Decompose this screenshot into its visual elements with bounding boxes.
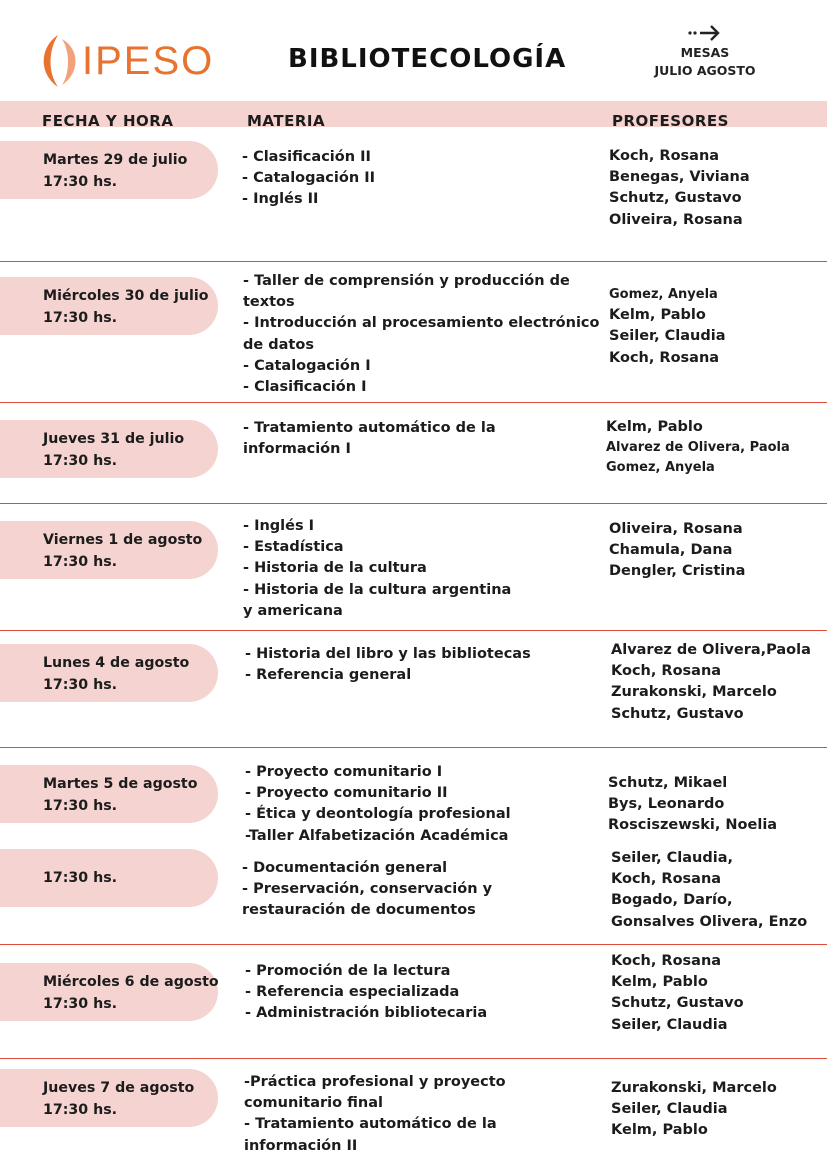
date-pill bbox=[0, 849, 218, 907]
subject-item: -Práctica profesional y proyecto bbox=[244, 1074, 506, 1090]
professor-name: Koch, Rosana bbox=[611, 663, 722, 680]
subject-list bbox=[245, 961, 487, 1025]
subject-list bbox=[245, 644, 531, 686]
professor-list bbox=[611, 951, 744, 1036]
logo-text: IPESO bbox=[82, 38, 215, 83]
subject-item: y americana bbox=[243, 602, 343, 619]
professor-list bbox=[609, 284, 725, 369]
row-separator bbox=[0, 261, 827, 262]
subject-item: textos bbox=[243, 294, 295, 311]
professor-name: Oliveira, Rosana bbox=[609, 211, 743, 228]
date-pill bbox=[0, 963, 218, 1021]
subject-list bbox=[242, 147, 375, 211]
subject-item: - Proyecto comunitario II bbox=[245, 785, 448, 802]
exam-date: Jueves 31 de julio bbox=[43, 431, 185, 447]
date-pill bbox=[0, 765, 218, 823]
arrow-right-icon bbox=[687, 23, 723, 43]
subject-item: - Tratamiento automático de la bbox=[244, 1116, 497, 1133]
professor-name: Koch, Rosana bbox=[609, 349, 720, 366]
subject-item: - Clasificación I bbox=[243, 379, 367, 396]
column-header-profesores: PROFESORES bbox=[612, 112, 729, 130]
professor-name: Kelm, Pablo bbox=[606, 419, 703, 435]
page-title: BIBLIOTECOLOGÍA bbox=[288, 44, 567, 74]
mesas-line-2: JULIO AGOSTO bbox=[654, 63, 756, 78]
mesas-line-1: MESAS bbox=[680, 45, 730, 60]
subject-item: - Documentación general bbox=[242, 860, 448, 876]
professor-name: Kelm, Pablo bbox=[609, 307, 706, 324]
professor-name: Seiler, Claudia, bbox=[611, 850, 733, 866]
professor-name: Gomez, Anyela bbox=[606, 460, 715, 476]
subject-item: - Catalogación I bbox=[243, 357, 371, 374]
subject-item: - Inglés II bbox=[242, 191, 319, 208]
row-separator bbox=[0, 944, 827, 945]
row-separator bbox=[0, 503, 827, 504]
exam-time: 17:30 hs. bbox=[43, 996, 118, 1012]
professor-list bbox=[611, 640, 811, 725]
subject-list bbox=[245, 762, 511, 847]
professor-name: Zurakonski, Marcelo bbox=[611, 1080, 777, 1096]
subject-item: - Administración bibliotecaria bbox=[245, 1005, 488, 1022]
date-pill bbox=[0, 277, 218, 335]
subject-item: - Catalogación II bbox=[242, 170, 375, 187]
date-pill bbox=[0, 521, 218, 579]
professor-list bbox=[608, 773, 777, 837]
row-separator bbox=[0, 630, 827, 631]
professor-name: Bogado, Darío, bbox=[611, 892, 733, 909]
professor-list bbox=[609, 519, 745, 583]
professor-name: Oliveira, Rosana bbox=[609, 521, 743, 537]
subject-list bbox=[243, 516, 511, 622]
subject-list bbox=[242, 858, 492, 922]
subject-item: - Promoción de la lectura bbox=[245, 963, 451, 979]
subject-list bbox=[244, 1072, 506, 1157]
professor-name: Seiler, Claudia bbox=[611, 1101, 728, 1118]
exam-date: Miércoles 30 de julio bbox=[43, 288, 209, 304]
professor-list bbox=[611, 848, 807, 933]
subject-list bbox=[243, 271, 599, 398]
professor-name: Schutz, Mikael bbox=[608, 775, 728, 791]
professor-name: Kelm, Pablo bbox=[611, 974, 708, 991]
subject-item: - Clasificación II bbox=[242, 149, 371, 165]
subject-item: - Ética y deontología profesional bbox=[245, 806, 511, 823]
subject-item: - Historia del libro y las bibliotecas bbox=[245, 646, 531, 662]
subject-item: información II bbox=[244, 1137, 358, 1154]
professor-list bbox=[609, 146, 750, 231]
professor-name: Schutz, Gustavo bbox=[611, 705, 744, 722]
subject-item: restauración de documentos bbox=[242, 902, 476, 919]
subject-item: - Introducción al procesamiento electrónico bbox=[243, 315, 600, 332]
professor-name: Benegas, Viviana bbox=[609, 169, 750, 186]
exam-time: 17:30 hs. bbox=[43, 798, 118, 814]
subject-item: - Referencia general bbox=[245, 667, 412, 684]
exam-time: 17:30 hs. bbox=[43, 310, 118, 326]
column-header-materia: MATERIA bbox=[247, 112, 326, 130]
professor-name: Kelm, Pablo bbox=[611, 1122, 708, 1139]
row-separator bbox=[0, 747, 827, 748]
exam-date: Jueves 7 de agosto bbox=[43, 1080, 195, 1096]
subject-item: - Tratamiento automático de la bbox=[243, 420, 496, 436]
professor-name: Seiler, Claudia bbox=[609, 328, 726, 345]
professor-name: Rosciszewski, Noelia bbox=[608, 817, 778, 834]
row-separator bbox=[0, 1058, 827, 1059]
subject-item: - Estadística bbox=[243, 539, 344, 556]
professor-list bbox=[606, 417, 790, 478]
column-header-fecha: FECHA Y HORA bbox=[42, 112, 174, 130]
exam-time: 17:30 hs. bbox=[43, 870, 118, 886]
exam-time: 17:30 hs. bbox=[43, 1102, 118, 1118]
exam-date: Martes 5 de agosto bbox=[43, 776, 198, 792]
exam-time: 17:30 hs. bbox=[43, 453, 118, 469]
professor-name: Schutz, Gustavo bbox=[609, 190, 742, 207]
ipeso-logo-icon bbox=[36, 33, 84, 89]
exam-time: 17:30 hs. bbox=[43, 677, 118, 693]
row-separator bbox=[0, 402, 827, 403]
date-pill bbox=[0, 1069, 218, 1127]
professor-name: Koch, Rosana bbox=[611, 953, 722, 969]
exam-date: Miércoles 6 de agosto bbox=[43, 974, 219, 990]
professor-name: Zurakonski, Marcelo bbox=[611, 684, 777, 701]
subject-item: información I bbox=[243, 441, 351, 458]
subject-item: comunitario final bbox=[244, 1095, 383, 1112]
professor-name: Alvarez de Olivera, Paola bbox=[606, 440, 790, 456]
professor-name: Dengler, Cristina bbox=[609, 563, 746, 580]
professor-name: Gomez, Anyela bbox=[609, 287, 718, 302]
professor-name: Alvarez de Olivera,Paola bbox=[611, 642, 811, 658]
subject-item: - Inglés I bbox=[243, 518, 315, 534]
subject-item: - Historia de la cultura argentina bbox=[243, 581, 512, 598]
exam-time: 17:30 hs. bbox=[43, 554, 118, 570]
ipeso-logo bbox=[36, 32, 226, 90]
subject-item: - Proyecto comunitario I bbox=[245, 764, 443, 780]
exam-time: 17:30 hs. bbox=[43, 174, 118, 190]
professor-name: Koch, Rosana bbox=[609, 148, 720, 164]
subject-item: -Taller Alfabetización Académica bbox=[245, 827, 509, 844]
subject-item: - Historia de la cultura bbox=[243, 560, 427, 577]
exam-date: Lunes 4 de agosto bbox=[43, 655, 190, 671]
date-pill bbox=[0, 141, 218, 199]
date-pill bbox=[0, 644, 218, 702]
subject-item: - Preservación, conservación y bbox=[242, 881, 493, 898]
professor-name: Gonsalves Olivera, Enzo bbox=[611, 913, 808, 930]
mesas-label bbox=[640, 22, 770, 80]
date-pill bbox=[0, 420, 218, 478]
professor-list bbox=[611, 1078, 777, 1142]
subject-item: - Taller de comprensión y producción de bbox=[243, 273, 570, 289]
professor-name: Schutz, Gustavo bbox=[611, 995, 744, 1012]
subject-item: - Referencia especializada bbox=[245, 984, 460, 1001]
exam-date: Martes 29 de julio bbox=[43, 152, 188, 168]
professor-name: Koch, Rosana bbox=[611, 871, 722, 888]
subject-item: de datos bbox=[243, 336, 314, 353]
subject-list bbox=[243, 418, 496, 460]
professor-name: Seiler, Claudia bbox=[611, 1016, 728, 1033]
exam-date: Viernes 1 de agosto bbox=[43, 532, 203, 548]
professor-name: Bys, Leonardo bbox=[608, 796, 725, 813]
professor-name: Chamula, Dana bbox=[609, 542, 733, 559]
